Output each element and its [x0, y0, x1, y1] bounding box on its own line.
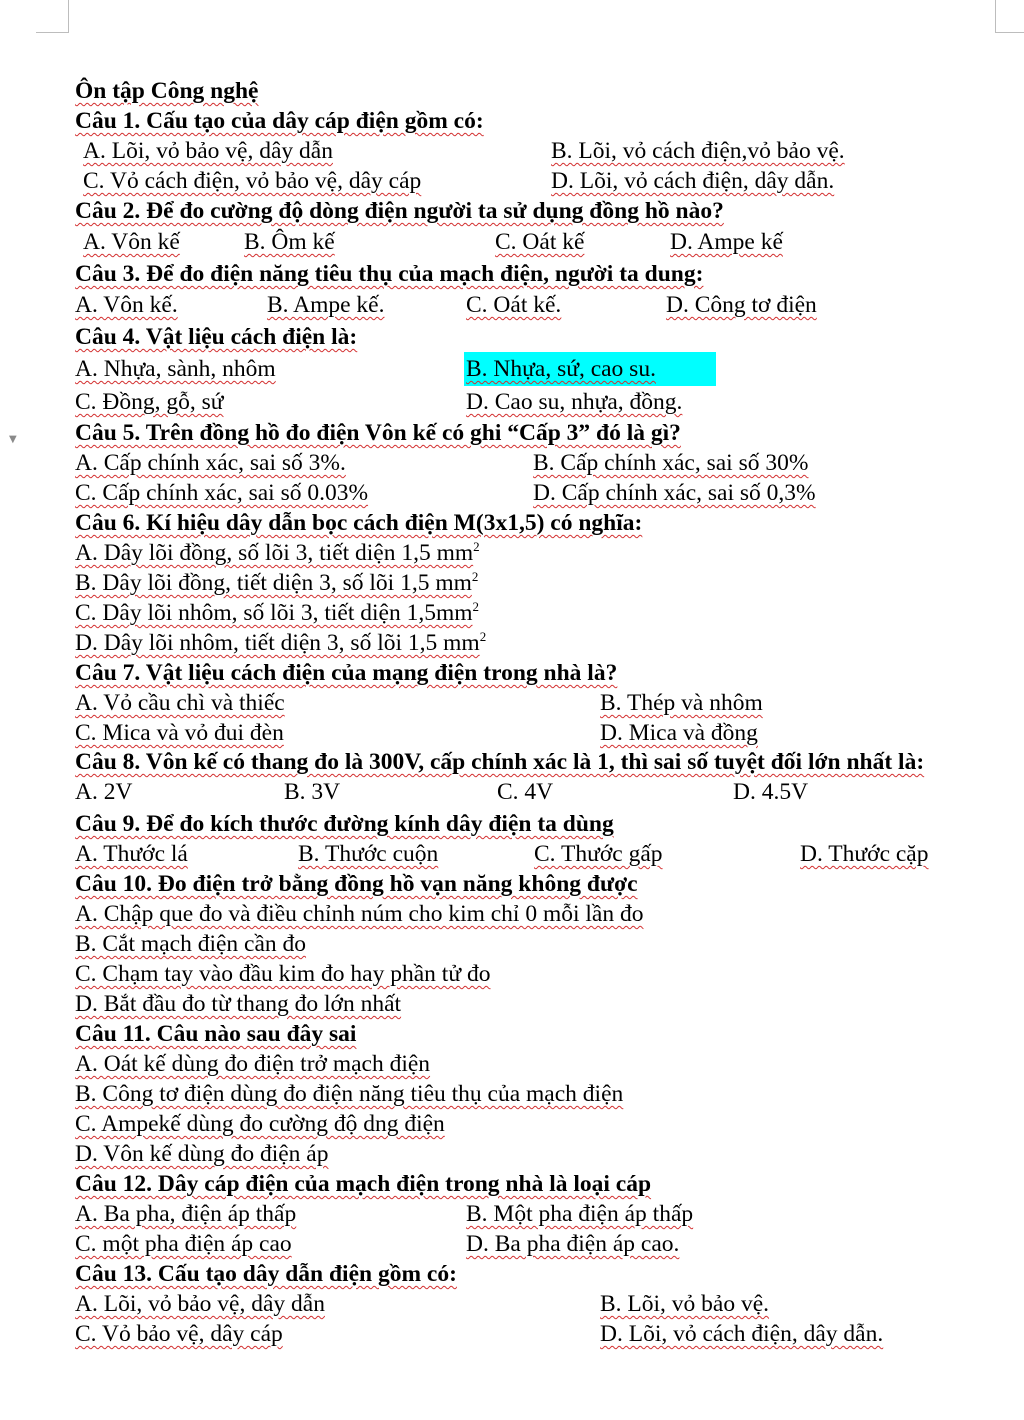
- question-13-option-d: D. Lõi, vỏ cách điện, dây dẫn.: [600, 1321, 884, 1347]
- question-6-option-a: A. Dây lõi đồng, số lõi 3, tiết diện 1,5 mm: [75, 540, 474, 566]
- collapse-heading-arrow-icon[interactable]: ▼: [9, 434, 17, 445]
- question-7-option-c: C. Mica và vỏ đui đèn: [75, 720, 284, 746]
- question-7-options-row-2: [75, 718, 990, 748]
- question-9-option-b: B. Thước cuộn: [298, 841, 439, 867]
- question-13-option-a: A. Lõi, vỏ bảo vệ, dây dẫn: [75, 1291, 325, 1317]
- question-7-option-d: D. Mica và đồng: [600, 720, 758, 746]
- question-2-option-c: C. Oát kế: [495, 229, 585, 255]
- question-3-option-a: A. Vôn kế.: [75, 292, 178, 318]
- question-10-option-a-row: [75, 899, 990, 929]
- question-10-option-d: D. Bắt đầu đo từ thang đo lớn nhất: [75, 991, 402, 1017]
- question-12-option-c: C. một pha điện áp cao: [75, 1231, 292, 1257]
- question-13-options-row-1: [75, 1289, 990, 1319]
- question-5-options-row-2: [75, 478, 990, 508]
- question-6-option-b: B. Dây lõi đồng, tiết diện 3, số lõi 1,5 mm: [75, 570, 472, 596]
- question-12-option-d: D. Ba pha điện áp cao.: [466, 1231, 680, 1257]
- question-4: Câu 4. Vật liệu cách điện là:: [75, 324, 358, 350]
- question-4-options-row-2: [75, 386, 990, 418]
- question-13-option-b: B. Lõi, vỏ bảo vệ.: [600, 1291, 770, 1317]
- question-3-option-c: C. Oát kế.: [466, 292, 562, 318]
- question-12-options-row-1: [75, 1199, 990, 1229]
- page-corner-mark-top-right: [995, 0, 1024, 33]
- question-5-option-c: C. Cấp chính xác, sai số 0.03%: [75, 480, 369, 506]
- question-1-option-b: B. Lõi, vỏ cách điện,vỏ bảo vệ.: [551, 138, 845, 164]
- question-1-option-a: A. Lõi, vỏ bảo vệ, dây dẫn: [83, 138, 333, 164]
- question-4-option-c: C. Đồng, gỗ, sứ: [75, 389, 224, 415]
- question-12: Câu 12. Dây cáp điện của mạch điện trong nhà là loại cáp: [75, 1171, 652, 1197]
- question-5-option-d: D. Cấp chính xác, sai số 0,3%: [533, 480, 816, 506]
- question-1-options-row-1: [75, 136, 990, 166]
- superscript-2: 2: [471, 569, 479, 584]
- question-10-option-b: B. Cắt mạch điện cần đo: [75, 931, 307, 957]
- question-1: Câu 1. Cấu tạo của dây cáp điện gồm có:: [75, 108, 484, 134]
- question-11-option-b: B. Công tơ điện dùng đo điện năng tiêu thụ của mạch điện: [75, 1081, 624, 1107]
- question-4-options-row-1: [75, 352, 990, 386]
- question-6: Câu 6. Kí hiệu dây dẫn bọc cách điện M(3x1,5) có nghĩa:: [75, 510, 643, 536]
- question-3-option-d: D. Công tơ điện: [666, 292, 817, 318]
- question-9-option-d: D. Thước cặp: [800, 841, 929, 867]
- page-corner-mark-top-left: [36, 0, 69, 33]
- question-7-option-b: B. Thép và nhôm: [600, 690, 763, 716]
- question-11-option-c-row: [75, 1109, 990, 1139]
- question-8: Câu 8. Vôn kế có thang đo là 300V, cấp chính xác là 1, thì sai số tuyệt đối lớn nhất là:: [75, 749, 925, 775]
- question-10: Câu 10. Đo điện trở bằng đồng hồ vạn năng không được: [75, 871, 638, 897]
- question-1-option-d: D. Lõi, vỏ cách điện, dây dẫn.: [551, 168, 835, 194]
- question-8-options: [75, 776, 990, 809]
- question-8-option-b: B. 3V: [284, 779, 341, 805]
- document-title: Ôn tập Công nghệ: [75, 78, 259, 104]
- superscript-2: 2: [479, 629, 487, 644]
- question-9-options: [75, 839, 990, 869]
- question-1-options-row-2: [75, 166, 990, 196]
- question-10-option-c-row: [75, 959, 990, 989]
- question-6-option-b-row: [75, 568, 990, 598]
- question-2-option-b: B. Ôm kế: [244, 229, 335, 255]
- question-5-option-b: B. Cấp chính xác, sai số 30%: [533, 450, 809, 476]
- question-12-option-a: A. Ba pha, điện áp thấp: [75, 1201, 297, 1227]
- question-2-option-a: A. Vôn kế: [83, 229, 180, 255]
- question-3: Câu 3. Để đo điện năng tiêu thụ của mạch điện, người ta dung:: [75, 261, 704, 287]
- question-4-option-d: D. Cao su, nhựa, đồng.: [466, 389, 683, 415]
- question-13-options-row-2: [75, 1319, 990, 1349]
- question-6-option-c-row: [75, 598, 990, 628]
- question-5-option-a: A. Cấp chính xác, sai số 3%.: [75, 450, 346, 476]
- question-2: Câu 2. Để đo cường độ dòng điện người ta sử dụng đồng hồ nào?: [75, 198, 724, 224]
- question-8-option-a: A. 2V: [75, 779, 133, 805]
- question-5-options-row-1: [75, 448, 990, 478]
- question-6-option-d-row: [75, 628, 990, 658]
- question-12-options-row-2: [75, 1229, 990, 1259]
- question-11-option-d: D. Vôn kế dùng đo điện áp: [75, 1141, 329, 1167]
- question-2-option-d: D. Ampe kế: [670, 229, 783, 255]
- question-9-option-c: C. Thước gấp: [534, 841, 663, 867]
- question-8-option-c: C. 4V: [497, 779, 554, 805]
- question-10-option-a: A. Chập que đo và điều chỉnh núm cho kim chỉ 0 mỗi lần đo: [75, 901, 644, 927]
- question-8-option-d: D. 4.5V: [733, 779, 809, 805]
- superscript-2: 2: [472, 599, 480, 614]
- question-1-option-c: C. Vỏ cách điện, vỏ bảo vệ, dây cáp: [83, 168, 422, 194]
- question-11-option-b-row: [75, 1079, 990, 1109]
- question-5: Câu 5. Trên đồng hồ đo điện Vôn kế có ghi “Cấp 3” đó là gì?: [75, 420, 681, 446]
- question-11-option-a: A. Oát kế dùng đo điện trở mạch điện: [75, 1051, 431, 1077]
- question-2-options: [75, 226, 990, 259]
- question-7-options-row-1: [75, 688, 990, 718]
- question-4-option-a: A. Nhựa, sành, nhôm: [75, 356, 276, 382]
- question-13: Câu 13. Cấu tạo dây dẫn điện gồm có:: [75, 1261, 457, 1287]
- superscript-2: 2: [473, 539, 480, 554]
- question-12-option-b: B. Một pha điện áp thấp: [466, 1201, 694, 1227]
- question-3-options: [75, 289, 990, 322]
- question-11-option-a-row: [75, 1049, 990, 1079]
- question-10-option-d-row: [75, 989, 990, 1019]
- question-7: Câu 7. Vật liệu cách điện của mạng điện trong nhà là?: [75, 660, 618, 686]
- document-page: [75, 76, 990, 1349]
- question-6-option-d: D. Dây lõi nhôm, tiết diện 3, số lõi 1,5 mm: [75, 630, 480, 656]
- question-6-option-c: C. Dây lõi nhôm, số lõi 3, tiết diện 1,5mm: [75, 600, 473, 626]
- question-7-option-a: A. Vỏ cầu chì và thiếc: [75, 690, 285, 716]
- question-11: Câu 11. Câu nào sau đây sai: [75, 1021, 357, 1047]
- question-11-option-c: C. Ampekế dùng đo cường độ dng điện: [75, 1111, 445, 1137]
- question-6-option-a-row: [75, 538, 990, 568]
- question-3-option-b: B. Ampe kế.: [267, 292, 385, 318]
- question-4-option-b-highlighted: B. Nhựa, sứ, cao su.: [464, 352, 716, 386]
- question-13-option-c: C. Vỏ bảo vệ, dây cáp: [75, 1321, 283, 1347]
- question-9: Câu 9. Để đo kích thước đường kính dây điện ta dùng: [75, 811, 614, 837]
- question-9-option-a: A. Thước lá: [75, 841, 188, 867]
- question-11-option-d-row: [75, 1139, 990, 1169]
- question-10-option-b-row: [75, 929, 990, 959]
- question-10-option-c: C. Chạm tay vào đầu kim đo hay phần tử đo: [75, 961, 491, 987]
